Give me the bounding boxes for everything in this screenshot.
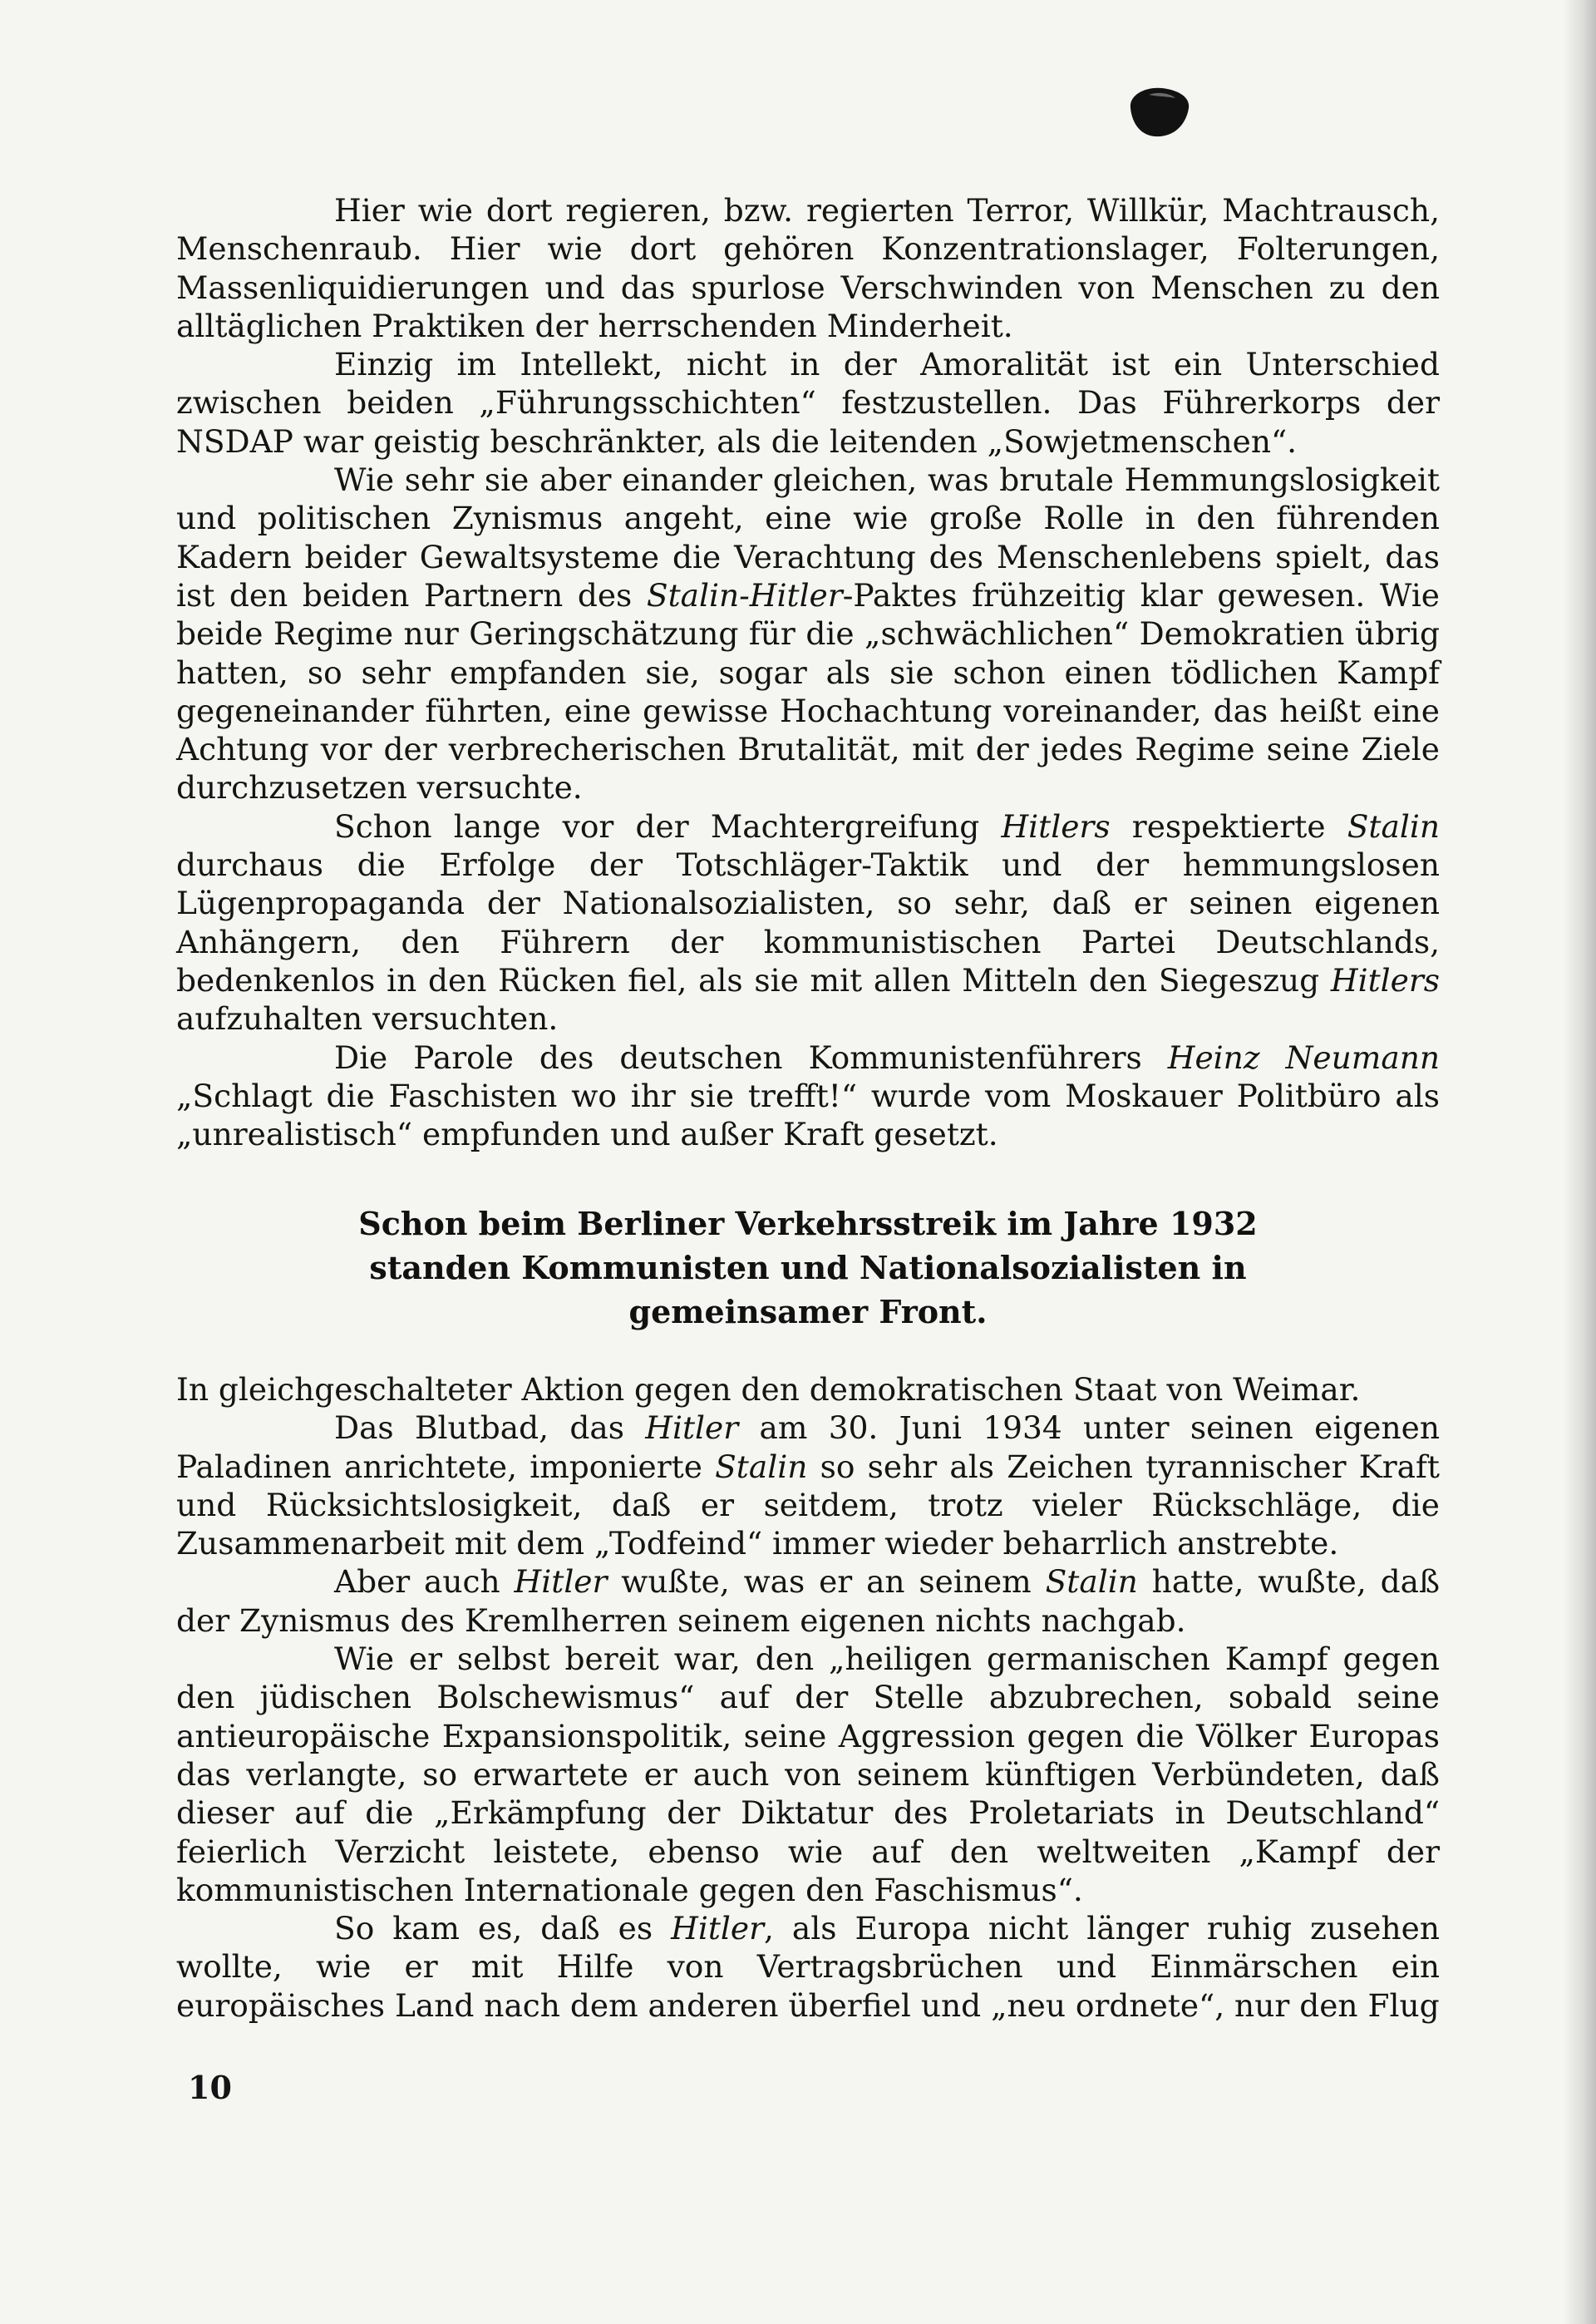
paragraph-3 (176, 461, 1440, 807)
paragraph-2: Einzig im Intellekt, nicht in der Amoralität ist ein Unterschied zwischen beiden „Führungsschichten“ festzustellen. Das Führerkorps der NSDAP war geistig beschränkter, als die leitenden „Sowjetmenschen“. (176, 346, 1440, 460)
paragraph-6: In gleichgeschalteter Aktion gegen den demokratischen Staat von Weimar. (176, 1371, 1361, 1408)
paragraph-5: Die Parole des deutschen Kommunistenführers Heinz Neumann „Schlagt die Faschisten wo ihr sie trefft!“ wurde vom Moskauer Politbüro als „unrealistisch“ empfunden und außer Kraft gesetzt. (176, 1039, 1440, 1153)
paragraph-4: Schon lange vor der Machtergreifung Hitlers respektierte Stalin durchaus die Erfolge der Totschläger-Taktik und der hemmungslosen Lügenpropaganda der Nationalsozialisten, so sehr, daß er seinen eigenen Anhängern, den Führern der kommunistischen Partei Deutschlands, bedenkenlos in den Rücken fiel, als sie mit allen Mitteln den Siegeszug Hitlers aufzuhalten versuchten. (176, 807, 1440, 1038)
section-heading (176, 1201, 1440, 1334)
body-text-bottom (176, 1370, 1440, 2025)
paragraph-1: Hier wie dort regieren, bzw. regierten Terror, Willkür, Machtrausch, Menschenraub. Hier wie dort gehören Konzentrationslager, Folterungen, Massenliquidierungen und das spurlose Verschwinden von Menschen zu den alltäglichen Praktiken der herrschenden Minderheit. (176, 192, 1440, 344)
paragraph-10: So kam es, daß es Hitler, als Europa nicht länger ruhig zusehen wollte, wie er mit Hilfe von Vertragsbrüchen und Einmärschen ein europäisches Land nach dem anderen überfiel und „neu ordnete“, nur den Flug (176, 1910, 1440, 2024)
body-text-top (176, 191, 1440, 1153)
paragraph-9: Wie er selbst bereit war, den „heiligen germanischen Kampf gegen den jüdischen Bolschewismus“ auf der Stelle abzubrechen, sobald seine antieuropäische Expansionspolitik, seine Aggression gegen die Völker Europas das verlangte, so erwartete er auch von seinem künftigen Verbündeten, daß dieser auf die „Erkämpfung der Diktatur des Proletariats in Deutschland“ feierlich Verzicht leistete, ebenso wie auf den weltweiten „Kampf der kommunistischen Internationale gegen den Faschismus“. (176, 1641, 1440, 1908)
heading-line-1: Schon beim Berliner Verkehrsstreik im Jahre 1932 (358, 1205, 1258, 1242)
paragraph-8: Aber auch Hitler wußte, was er an seinem Stalin hatte, wußte, daß der Zynismus des Kremlherren seinem eigenen nichts nachgab. (176, 1563, 1440, 1639)
paragraph-3-text: Wie sehr sie aber einander gleichen, was brutale Hemmungslosigkeit und politischen Zynismus angeht, eine wie große Rolle in den führenden Kadern beider Gewaltsysteme die Verachtung des Menschenlebens spielt, das ist den beiden Partnern des Stalin-Hitler-Paktes frühzeitig klar gewesen. Wie beide Regime nur Geringschätzung für die „schwächlichen“ Demokratien übrig hatten, so sehr empfanden sie, sogar als sie schon einen tödlichen Kampf gegeneinander führten, eine gewisse Hochachtung voreinander, das heißt eine Achtung vor der verbrecherischen Brutalität, mit der jedes Regime seine Ziele durchzusetzen versuchte. (176, 461, 1440, 807)
page-edge-shadow (1563, 0, 1596, 2324)
ink-blot-mark (1124, 83, 1194, 140)
heading-line-3: gemeinsamer Front. (628, 1293, 988, 1330)
paragraph-7: Das Blutbad, das Hitler am 30. Juni 1934 unter seinen eigenen Paladinen anrichtete, imponierte Stalin so sehr als Zeichen tyrannischer Kraft und Rücksichtslosigkeit, daß er seitdem, trotz vieler Rückschläge, die Zusammenarbeit mit dem „Todfeind“ immer wieder beharrlich anstrebte. (176, 1409, 1440, 1562)
page-number: 10 (188, 2069, 232, 2106)
heading-line-2: standen Kommunisten und Nationalsozialisten in (369, 1249, 1247, 1286)
